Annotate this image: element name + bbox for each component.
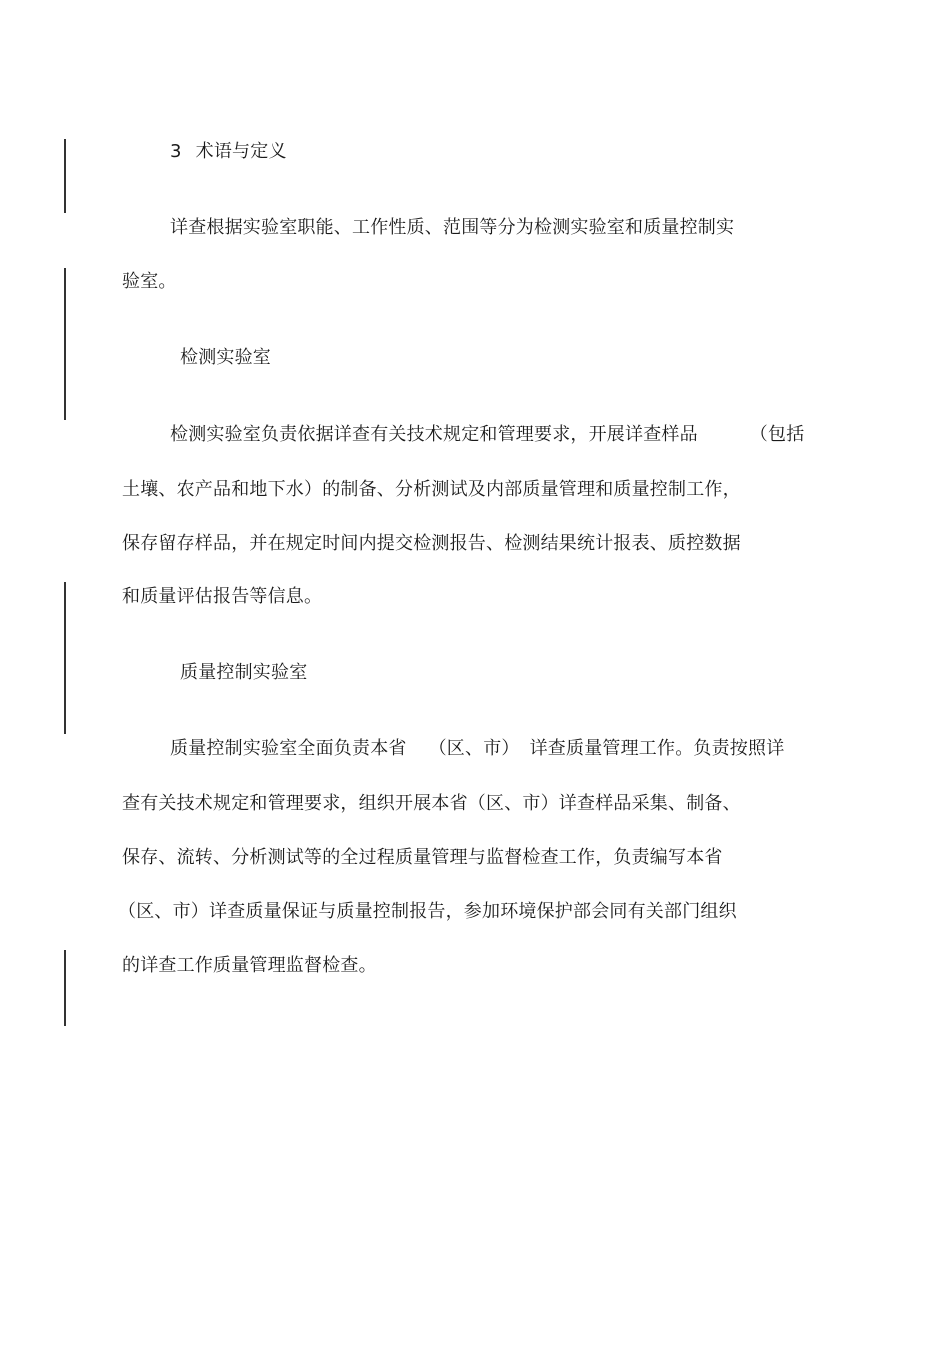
qc-lab-line-3: 保存、流转、分析测试等的全过程质量管理与监督检查工作，负责编写本省 [122,847,723,868]
qc-lab-line-1-rest: 详查质量管理工作。负责按照详 [529,738,785,759]
revision-bar [64,139,66,213]
qc-lab-heading: 质量控制实验室 [180,662,308,683]
intro-line-2: 验室。 [122,271,177,292]
testing-lab-line-1-paren: （包括 [749,424,805,445]
qc-lab-line-4: （区、市）详查质量保证与质量控制报告，参加环境保护部会同有关部门组织 [118,901,737,922]
testing-lab-heading: 检测实验室 [180,347,271,368]
testing-lab-line-1-text: 检测实验室负责依据详查有关技术规定和管理要求，开展详查样品 [170,424,698,445]
qc-lab-line-2: 查有关技术规定和管理要求，组织开展本省（区、市）详查样品采集、制备、 [122,793,741,814]
revision-bar [64,582,66,734]
testing-lab-line-1 [170,423,804,447]
testing-lab-line-4: 和质量评估报告等信息。 [122,586,323,607]
section-heading [170,140,287,164]
section-title: 术语与定义 [195,141,287,162]
qc-lab-line-1-text: 质量控制实验室全面负责本省 [170,738,407,759]
qc-lab-line-1-paren: （区、市） [428,738,520,759]
intro-line-1: 详查根据实验室职能、工作性质、范围等分为检测实验室和质量控制实 [170,217,735,238]
testing-lab-line-3: 保存留存样品，并在规定时间内提交检测报告、检测结果统计报表、质控数据 [122,533,741,554]
revision-bar [64,950,66,1026]
revision-bar [64,268,66,420]
qc-lab-line-5: 的详查工作质量管理监督检查。 [122,955,377,976]
testing-lab-line-2: 土壤、农产品和地下水）的制备、分析测试及内部质量管理和质量控制工作， [122,479,741,500]
qc-lab-line-1 [170,737,784,761]
section-number: 3 [170,141,182,162]
